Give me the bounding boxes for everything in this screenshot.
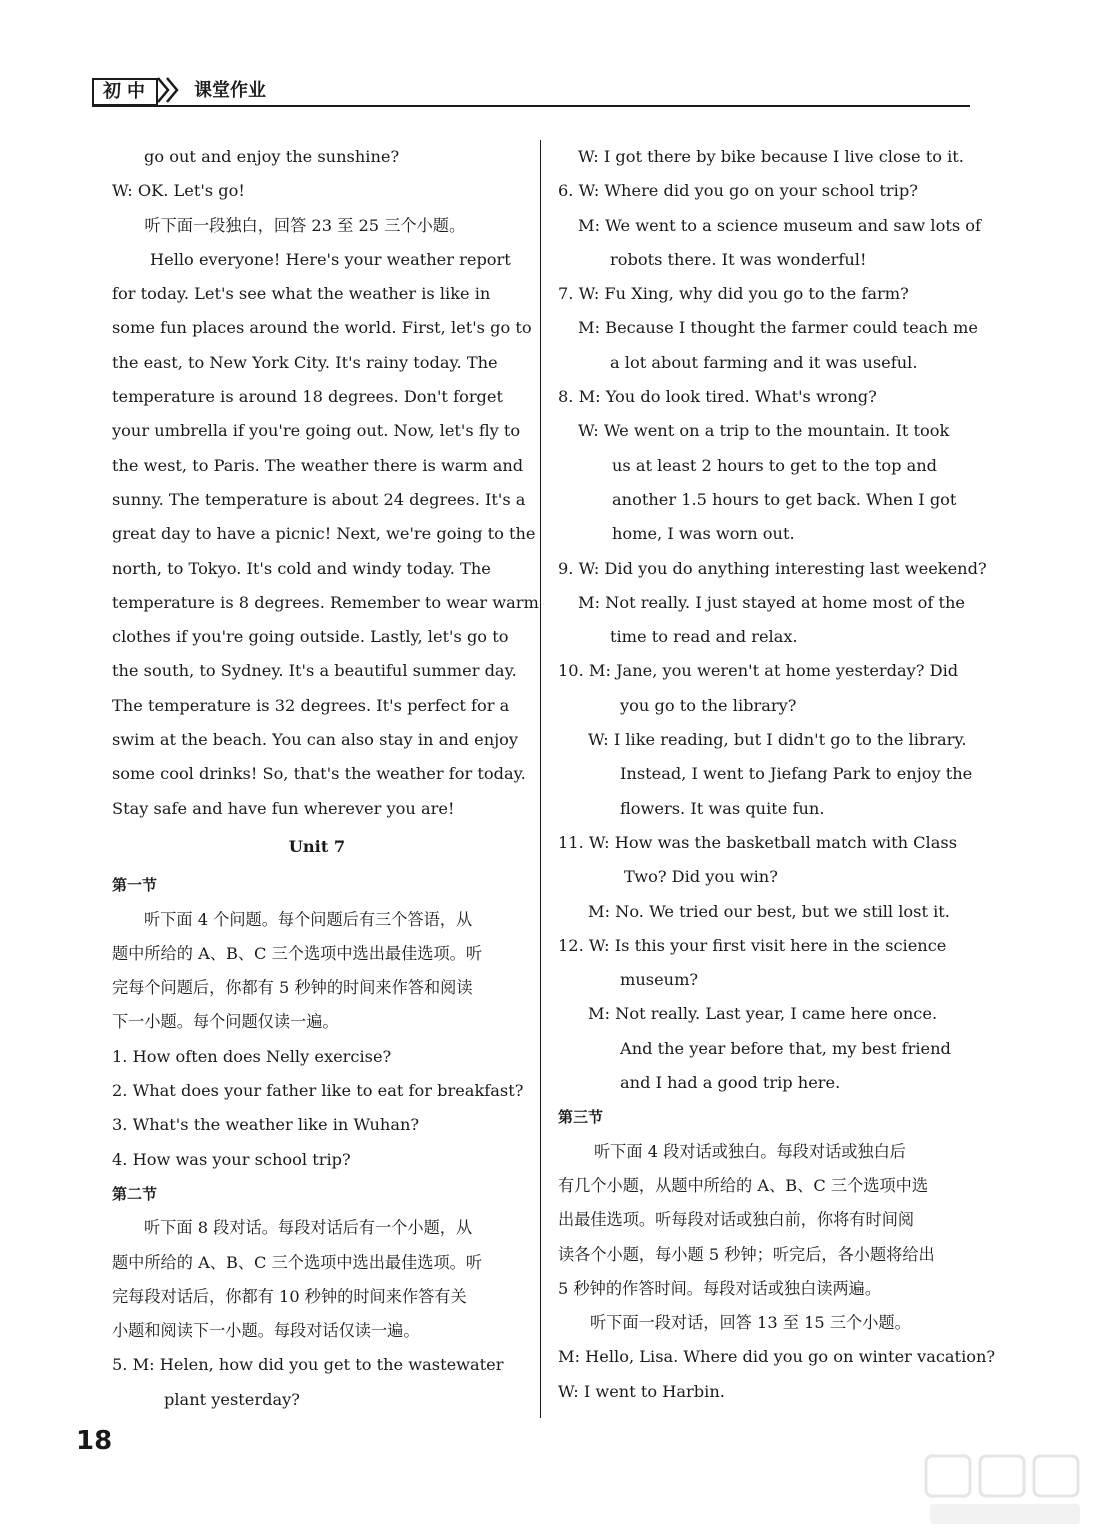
dialogue-line: you go to the library? [620, 695, 797, 715]
dialogue-line: time to read and relax. [610, 627, 798, 647]
dialogue-line: plant yesterday? [164, 1389, 300, 1409]
dialogue-line: 7. W: Fu Xing, why did you go to the farm? [558, 284, 909, 304]
page-header [92, 74, 970, 108]
dialogue-line: museum? [620, 970, 699, 990]
section-instructions [112, 903, 522, 1040]
header-title: 课堂作业 [194, 80, 266, 101]
instruction-line: 出最佳选项。听每段对话或独白前，你将有时间阅 [558, 1210, 915, 1230]
dialogue-line: 8. M: You do look tired. What's wrong? [558, 387, 877, 407]
section-heading: 第一节 [112, 876, 158, 895]
question-item: 2. What does your father like to eat for breakfast? [112, 1081, 524, 1101]
instruction-line: 听下面 4 段对话或独白。每段对话或独白后 [594, 1141, 906, 1161]
dialogue-line: robots there. It was wonderful! [610, 249, 867, 269]
dialogue-line: another 1.5 hours to get back. When I got [612, 489, 957, 509]
dialogue-line: 9. W: Did you do anything interesting last weekend? [558, 558, 987, 578]
monologue-line: the west, to Paris. The weather there is warm and [112, 455, 524, 475]
page-number: 18 [76, 1426, 113, 1456]
monologue-line: temperature is around 18 degrees. Don't forget [112, 387, 503, 407]
dialogue-line: W: I went to Harbin. [558, 1381, 725, 1401]
section-heading: 第三节 [558, 1108, 604, 1127]
section-instructions [558, 1135, 970, 1306]
dialogue-line: M: We went to a science museum and saw lots of [578, 215, 982, 235]
monologue-line: the east, to New York City. It's rainy today. The [112, 352, 498, 372]
text-line: go out and enjoy the sunshine? [144, 147, 400, 166]
dialogue-line: Instead, I went to Jiefang Park to enjoy the [620, 764, 973, 784]
dialogue-line: 5. M: Helen, how did you get to the wastewater [112, 1355, 504, 1375]
monologue-line: north, to Tokyo. It's cold and windy today. The [112, 558, 491, 578]
header-rule [92, 105, 970, 107]
double-chevron-icon [154, 74, 184, 106]
dialogue-line: us at least 2 hours to get to the top and [612, 455, 938, 475]
instruction-line: 有几个小题，从题中所给的 A、B、C 三个选项中选 [558, 1175, 929, 1195]
monologue-line: your umbrella if you're going out. Now, let's fly to [112, 421, 521, 441]
monologue-line: Stay safe and have fun wherever you are! [112, 798, 455, 818]
dialogue-line: W: I got there by bike because I live close to it. [578, 147, 964, 166]
dialogue-line: and I had a good trip here. [620, 1073, 841, 1093]
question-item: 4. How was your school trip? [112, 1149, 351, 1169]
instruction-line: 听下面一段对话，回答 13 至 15 三个小题。 [590, 1313, 911, 1333]
column-divider [540, 140, 541, 1418]
monologue-line: some cool drinks! So, that's the weather for today. [112, 764, 526, 784]
dialogue-line: a lot about farming and it was useful. [610, 352, 918, 372]
monologue-line: temperature is 8 degrees. Remember to wear warm [112, 592, 539, 612]
watermark-logo [920, 1450, 1090, 1530]
monologue-line: some fun places around the world. First, let's go to [112, 318, 532, 338]
dialogue-line: home, I was worn out. [612, 524, 795, 544]
monologue-line: for today. Let's see what the weather is like in [112, 284, 491, 304]
instruction-line: 题中所给的 A、B、C 三个选项中选出最佳选项。听 [112, 943, 483, 963]
unit-title: Unit 7 [288, 836, 346, 856]
dialogue-line: 12. W: Is this your first visit here in the science [558, 935, 947, 955]
dialogue-line: 6. W: Where did you go on your school trip? [558, 181, 918, 201]
instruction-line: 听下面一段独白，回答 23 至 25 三个小题。 [144, 215, 466, 235]
dialogue-line: flowers. It was quite fun. [620, 798, 825, 818]
monologue-line: Hello everyone! Here's your weather report [150, 249, 511, 269]
dialogue-line: M: Because I thought the farmer could teach me [578, 318, 978, 338]
question-item: 1. How often does Nelly exercise? [112, 1046, 392, 1066]
right-column [558, 140, 996, 1409]
dialogue-line: M: No. We tried our best, but we still lost it. [588, 901, 950, 921]
dialogue-line: And the year before that, my best friend [620, 1038, 951, 1058]
instruction-line: 读各个小题，每小题 5 秒钟；听完后，各小题将给出 [558, 1244, 935, 1264]
dialogue-line: 11. W: How was the basketball match with Class [558, 832, 958, 852]
left-column [112, 140, 539, 1417]
monologue-line: great day to have a picnic! Next, we're going to the [112, 524, 536, 544]
monologue-line: sunny. The temperature is about 24 degrees. It's a [112, 489, 526, 509]
header-badge: 初中 [92, 78, 158, 106]
dialogue-line: M: Not really. Last year, I came here once. [588, 1004, 938, 1024]
instruction-line: 听下面 4 个问题。每个问题后有三个答语，从 [144, 909, 473, 929]
dialogue-line: M: Not really. I just stayed at home most of the [578, 592, 965, 612]
monologue [112, 243, 539, 826]
section-heading: 第二节 [112, 1184, 158, 1203]
text-line: W: OK. Let's go! [112, 181, 245, 201]
dialogue-line: W: I like reading, but I didn't go to the library. [588, 730, 967, 750]
instruction-line: 下一小题。每个问题仅读一遍。 [112, 1012, 339, 1032]
monologue-line: swim at the beach. You can also stay in and enjoy [112, 730, 519, 750]
instruction-line: 小题和阅读下一小题。每段对话仅读一遍。 [112, 1321, 420, 1341]
dialogue-line: Two? Did you win? [624, 867, 778, 887]
question-item: 3. What's the weather like in Wuhan? [112, 1115, 420, 1135]
monologue-line: clothes if you're going outside. Lastly, let's go to [112, 627, 509, 647]
dialogue-line: 10. M: Jane, you weren't at home yesterday? Did [558, 661, 959, 681]
instruction-line: 5 秒钟的作答时间。每段对话或独白读两遍。 [558, 1278, 882, 1298]
dialogue-line: M: Hello, Lisa. Where did you go on winter vacation? [558, 1347, 996, 1367]
dialogue-line: W: We went on a trip to the mountain. It took [578, 421, 950, 441]
monologue-line: the south, to Sydney. It's a beautiful summer day. [112, 661, 517, 681]
monologue-line: The temperature is 32 degrees. It's perfect for a [112, 695, 510, 715]
section-instructions [112, 1211, 522, 1348]
instruction-line: 听下面 8 段对话。每段对话后有一个小题，从 [144, 1218, 473, 1238]
instruction-line: 完每段对话后，你都有 10 秒钟的时间来作答有关 [112, 1286, 467, 1306]
instruction-line: 题中所给的 A、B、C 三个选项中选出最佳选项。听 [112, 1252, 483, 1272]
instruction-line: 完每个问题后，你都有 5 秒钟的时间来作答和阅读 [112, 978, 473, 998]
